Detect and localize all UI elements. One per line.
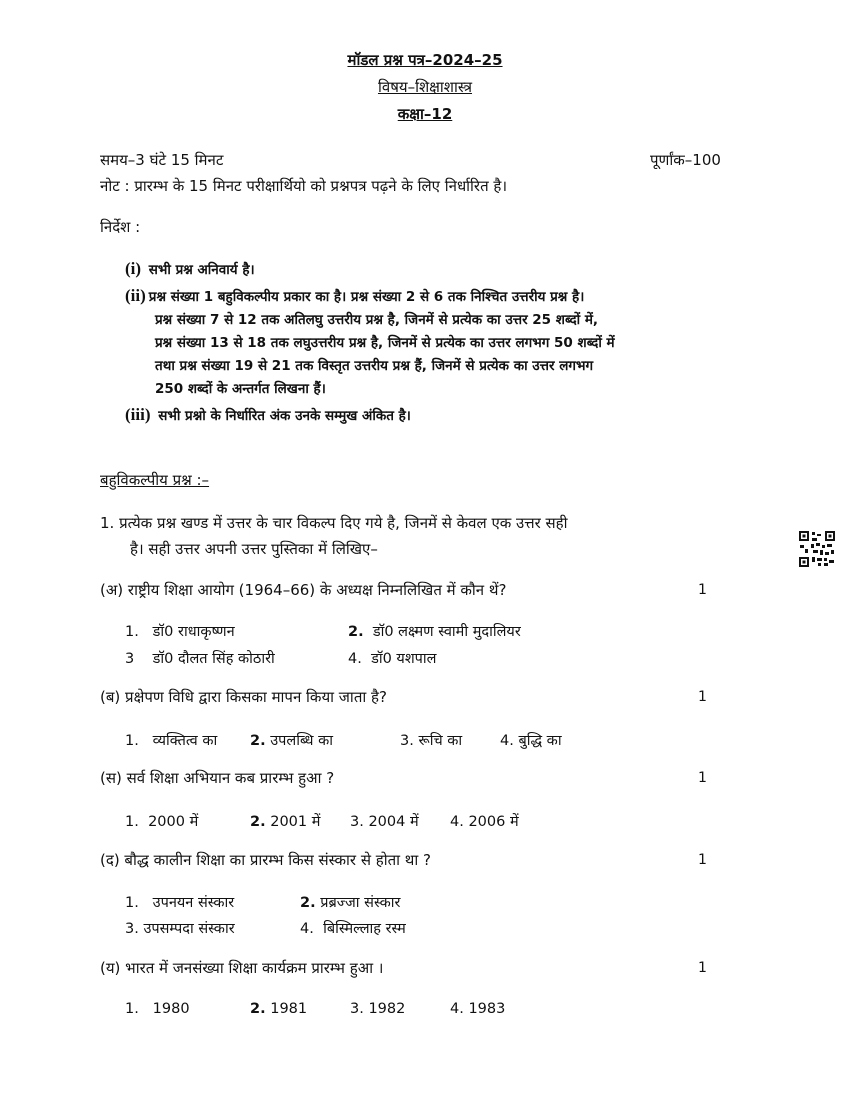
option-e-4: 4. 1983 [450, 1001, 506, 1017]
question-d-mark: 1 [698, 852, 707, 868]
instruction-number: (ii) [125, 286, 146, 305]
question-c: (स) सर्व शिक्षा अभियान कब प्रारम्भ हुआ ? [100, 769, 335, 787]
option-e-2: 2. 1981 [250, 1001, 308, 1017]
option-a-4: 4. डॉ0 यशपाल [348, 651, 437, 667]
option-a-3: 3 डॉ0 दौलत सिंह कोठारी [125, 651, 275, 667]
option-d-2: 2. प्रब्रज्जा संस्कार [300, 895, 401, 911]
paper-class: कक्षा–12 [397, 105, 453, 123]
question-e: (य) भारत में जनसंख्या शिक्षा कार्यक्रम प्रारम्भ हुआ । [100, 959, 384, 977]
instruction-text: सभी प्रश्नो के निर्धारित अंक उनके सम्मुख अंकित है। [158, 408, 411, 424]
instruction-number: (i) [125, 259, 142, 278]
option-d-4: 4. बिस्मिल्लाह रस्म [300, 921, 406, 937]
option-b-3: 3. रूचि का [400, 733, 463, 749]
reading-time-note: नोट : प्रारम्भ के 15 मिनट परीक्षार्थियो को प्रश्नपत्र पढ़ने के लिए निर्धारित है। [100, 177, 508, 195]
question-1-line-1: 1. प्रत्येक प्रश्न खण्ड में उत्तर के चार विकल्प दिए गये है, जिनमें से केवल एक उत्तर सही [100, 514, 568, 532]
paper-title: मॉडल प्रश्न पत्र–2024–25 [347, 51, 503, 69]
instruction-text: तथा प्रश्न संख्या 19 से 21 तक विस्तृत उत्तरीय प्रश्न हैं, जिनमें से प्रत्येक का उत्तर लगभग [155, 358, 594, 374]
option-c-4: 4. 2006 में [450, 814, 519, 830]
qr-code-icon [798, 530, 836, 568]
question-c-mark: 1 [698, 770, 707, 786]
instruction-text: सभी प्रश्न अनिवार्य है। [148, 262, 255, 278]
instruction-number: (iii) [125, 405, 151, 424]
instruction-item [125, 257, 750, 282]
paper-subject: विषय–शिक्षाशास्त्र [377, 78, 473, 96]
question-d: (द) बौद्ध कालीन शिक्षा का प्रारम्भ किस संस्कार से होता था ? [100, 851, 431, 869]
instruction-item [125, 284, 750, 401]
option-e-3: 3. 1982 [350, 1001, 406, 1017]
instruction-text: प्रश्न संख्या 7 से 12 तक अतिलघु उत्तरीय प्रश्न है, जिनमें से प्रत्येक का उत्तर 25 शब्दों में, [155, 312, 599, 328]
section-heading: बहुविकल्पीय प्रश्न :– [100, 471, 210, 489]
question-a: (अ) राष्ट्रीय शिक्षा आयोग (1964–66) के अध्यक्ष निम्नलिखित में कौन थें? [100, 581, 507, 599]
instruction-item [125, 403, 750, 428]
instruction-text: प्रश्न संख्या 13 से 18 तक लघुउत्तरीय प्रश्न है, जिनमें से प्रत्येक का उत्तर लगभग 50 शब्दों में [155, 335, 615, 351]
option-e-1: 1. 1980 [125, 1001, 190, 1017]
time-allowed: समय–3 घंटे 15 मिनट [100, 151, 224, 169]
option-b-4: 4. बुद्धि का [500, 733, 562, 749]
option-d-3: 3. उपसम्पदा संस्कार [125, 921, 235, 937]
instruction-text: प्रश्न संख्या 1 बहुविकल्पीय प्रकार का है। प्रश्न संख्या 2 से 6 तक निश्चित उत्तरीय प्रश्न है। [148, 289, 585, 305]
option-c-3: 3. 2004 में [350, 814, 419, 830]
option-c-1: 1. 2000 में [125, 814, 199, 830]
option-b-2: 2. उपलब्धि का [250, 733, 333, 749]
instructions-heading: निर्देश : [100, 218, 141, 236]
option-a-2: 2. डॉ0 लक्ष्मण स्वामी मुदालियर [348, 624, 521, 640]
option-a-1: 1. डॉ0 राधाकृष्णन [125, 624, 235, 640]
question-1-line-2: है। सही उत्तर अपनी उत्तर पुस्तिका में लिखिए– [130, 540, 378, 558]
instruction-text: 250 शब्दों के अन्तर्गत लिखना हैं। [155, 381, 326, 397]
max-marks: पूर्णांक–100 [650, 151, 721, 169]
question-a-mark: 1 [698, 582, 707, 598]
option-b-1: 1. व्यक्तित्व का [125, 733, 218, 749]
question-b-mark: 1 [698, 689, 707, 705]
question-b: (ब) प्रक्षेपण विधि द्वारा किसका मापन किया जाता है? [100, 688, 387, 706]
option-d-1: 1. उपनयन संस्कार [125, 895, 235, 911]
question-e-mark: 1 [698, 960, 707, 976]
option-c-2: 2. 2001 में [250, 814, 321, 830]
